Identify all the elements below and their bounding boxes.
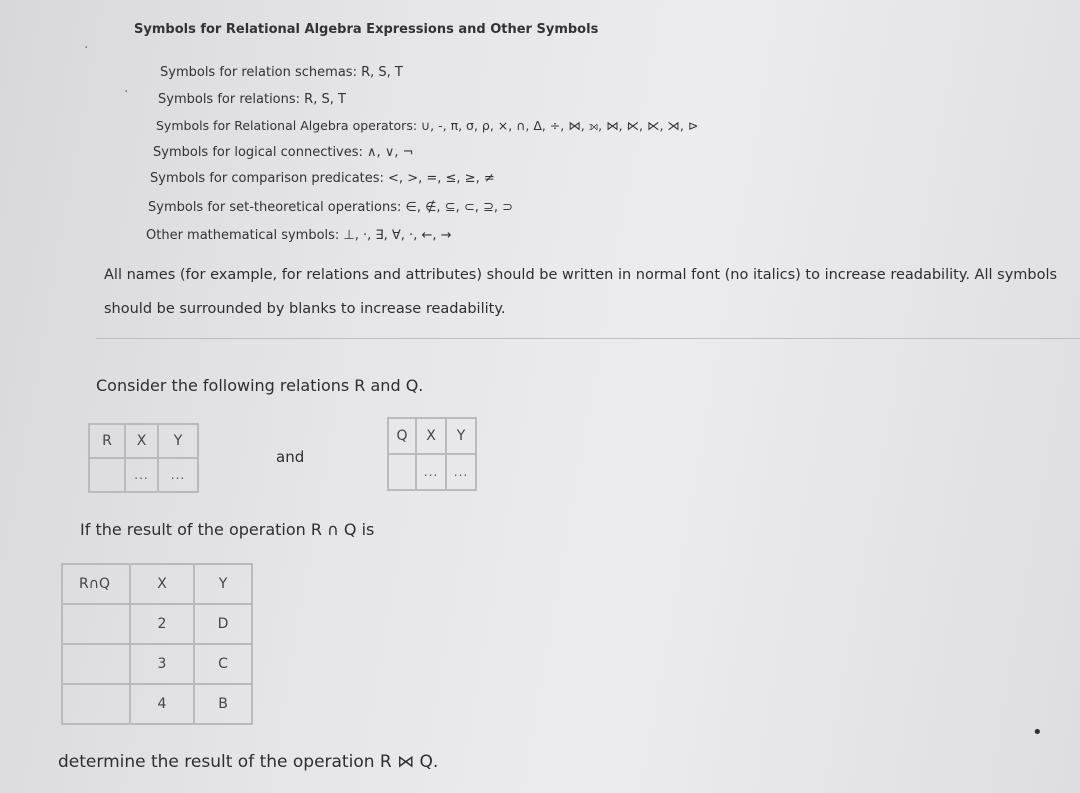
- if-result-text: If the result of the operation R ∩ Q is: [80, 520, 375, 539]
- relation-q-cell-y: ...: [446, 454, 476, 490]
- relation-q-col-x: X: [416, 418, 446, 454]
- relation-r-cell-x: ...: [125, 458, 158, 492]
- relation-q-empty-cell: [388, 454, 416, 490]
- readability-note: All names (for example, for relations and attributes) should be written in normal font (no italics) to increase readability. All symbols should be surrounded by blanks to increase readability.: [104, 267, 1058, 317]
- symbol-line-comparison: Symbols for comparison predicates: <, >, =, ≤, ≥, ≠: [150, 171, 495, 186]
- symbols-title: Symbols for Relational Algebra Expressions and Other Symbols: [134, 22, 599, 37]
- relation-r-empty-cell: [89, 458, 125, 492]
- result-row-empty-cell: [62, 644, 130, 684]
- margin-dot-mark: ·: [124, 84, 129, 100]
- table-row: [62, 604, 252, 644]
- result-cell-y: D: [194, 604, 252, 644]
- result-col-x: X: [130, 564, 194, 604]
- result-cell-y: C: [194, 644, 252, 684]
- relation-r-table: [88, 423, 199, 493]
- relation-r-cell-y: ...: [158, 458, 198, 492]
- symbol-line-logical: Symbols for logical connectives: ∧, ∨, ¬: [153, 145, 414, 160]
- relation-r-name: R: [89, 424, 125, 458]
- result-table-name: R∩Q: [62, 564, 130, 604]
- margin-dot-mark: ·: [84, 40, 89, 56]
- relation-r-col-y: Y: [158, 424, 198, 458]
- result-table: [61, 563, 253, 725]
- result-row-empty-cell: [62, 604, 130, 644]
- symbol-line-relations: Symbols for relations: R, S, T: [158, 92, 346, 107]
- consider-text: Consider the following relations R and Q.: [96, 376, 424, 395]
- symbol-line-relation-schemas: Symbols for relation schemas: R, S, T: [160, 65, 403, 80]
- relation-q-table: [387, 417, 477, 491]
- result-row-empty-cell: [62, 684, 130, 724]
- relation-q-col-y: Y: [446, 418, 476, 454]
- symbol-line-other-math: Other mathematical symbols: ⊥, ·, ∃, ∀, ·, ←, →: [146, 228, 452, 243]
- symbol-line-operators: Symbols for Relational Algebra operators: ∪, -, π, σ, ρ, ×, ∩, Δ, ÷, ⋈, ⟕, ⋈, ⋉, ⋉, ⋊, ⊳: [156, 118, 699, 133]
- section-divider: [96, 338, 1080, 339]
- result-cell-x: 2: [130, 604, 194, 644]
- table-row: [62, 684, 252, 724]
- symbol-line-set-ops: Symbols for set-theoretical operations: ∈, ∉, ⊆, ⊂, ⊇, ⊃: [148, 200, 514, 215]
- and-text: and: [276, 448, 305, 466]
- result-cell-x: 4: [130, 684, 194, 724]
- result-cell-y: B: [194, 684, 252, 724]
- determine-text: determine the result of the operation R ⋈ Q.: [58, 752, 439, 772]
- margin-dot-mark: •: [1032, 722, 1043, 743]
- result-cell-x: 3: [130, 644, 194, 684]
- table-row: [62, 644, 252, 684]
- relation-r-col-x: X: [125, 424, 158, 458]
- relation-q-name: Q: [388, 418, 416, 454]
- result-col-y: Y: [194, 564, 252, 604]
- relation-q-cell-x: ...: [416, 454, 446, 490]
